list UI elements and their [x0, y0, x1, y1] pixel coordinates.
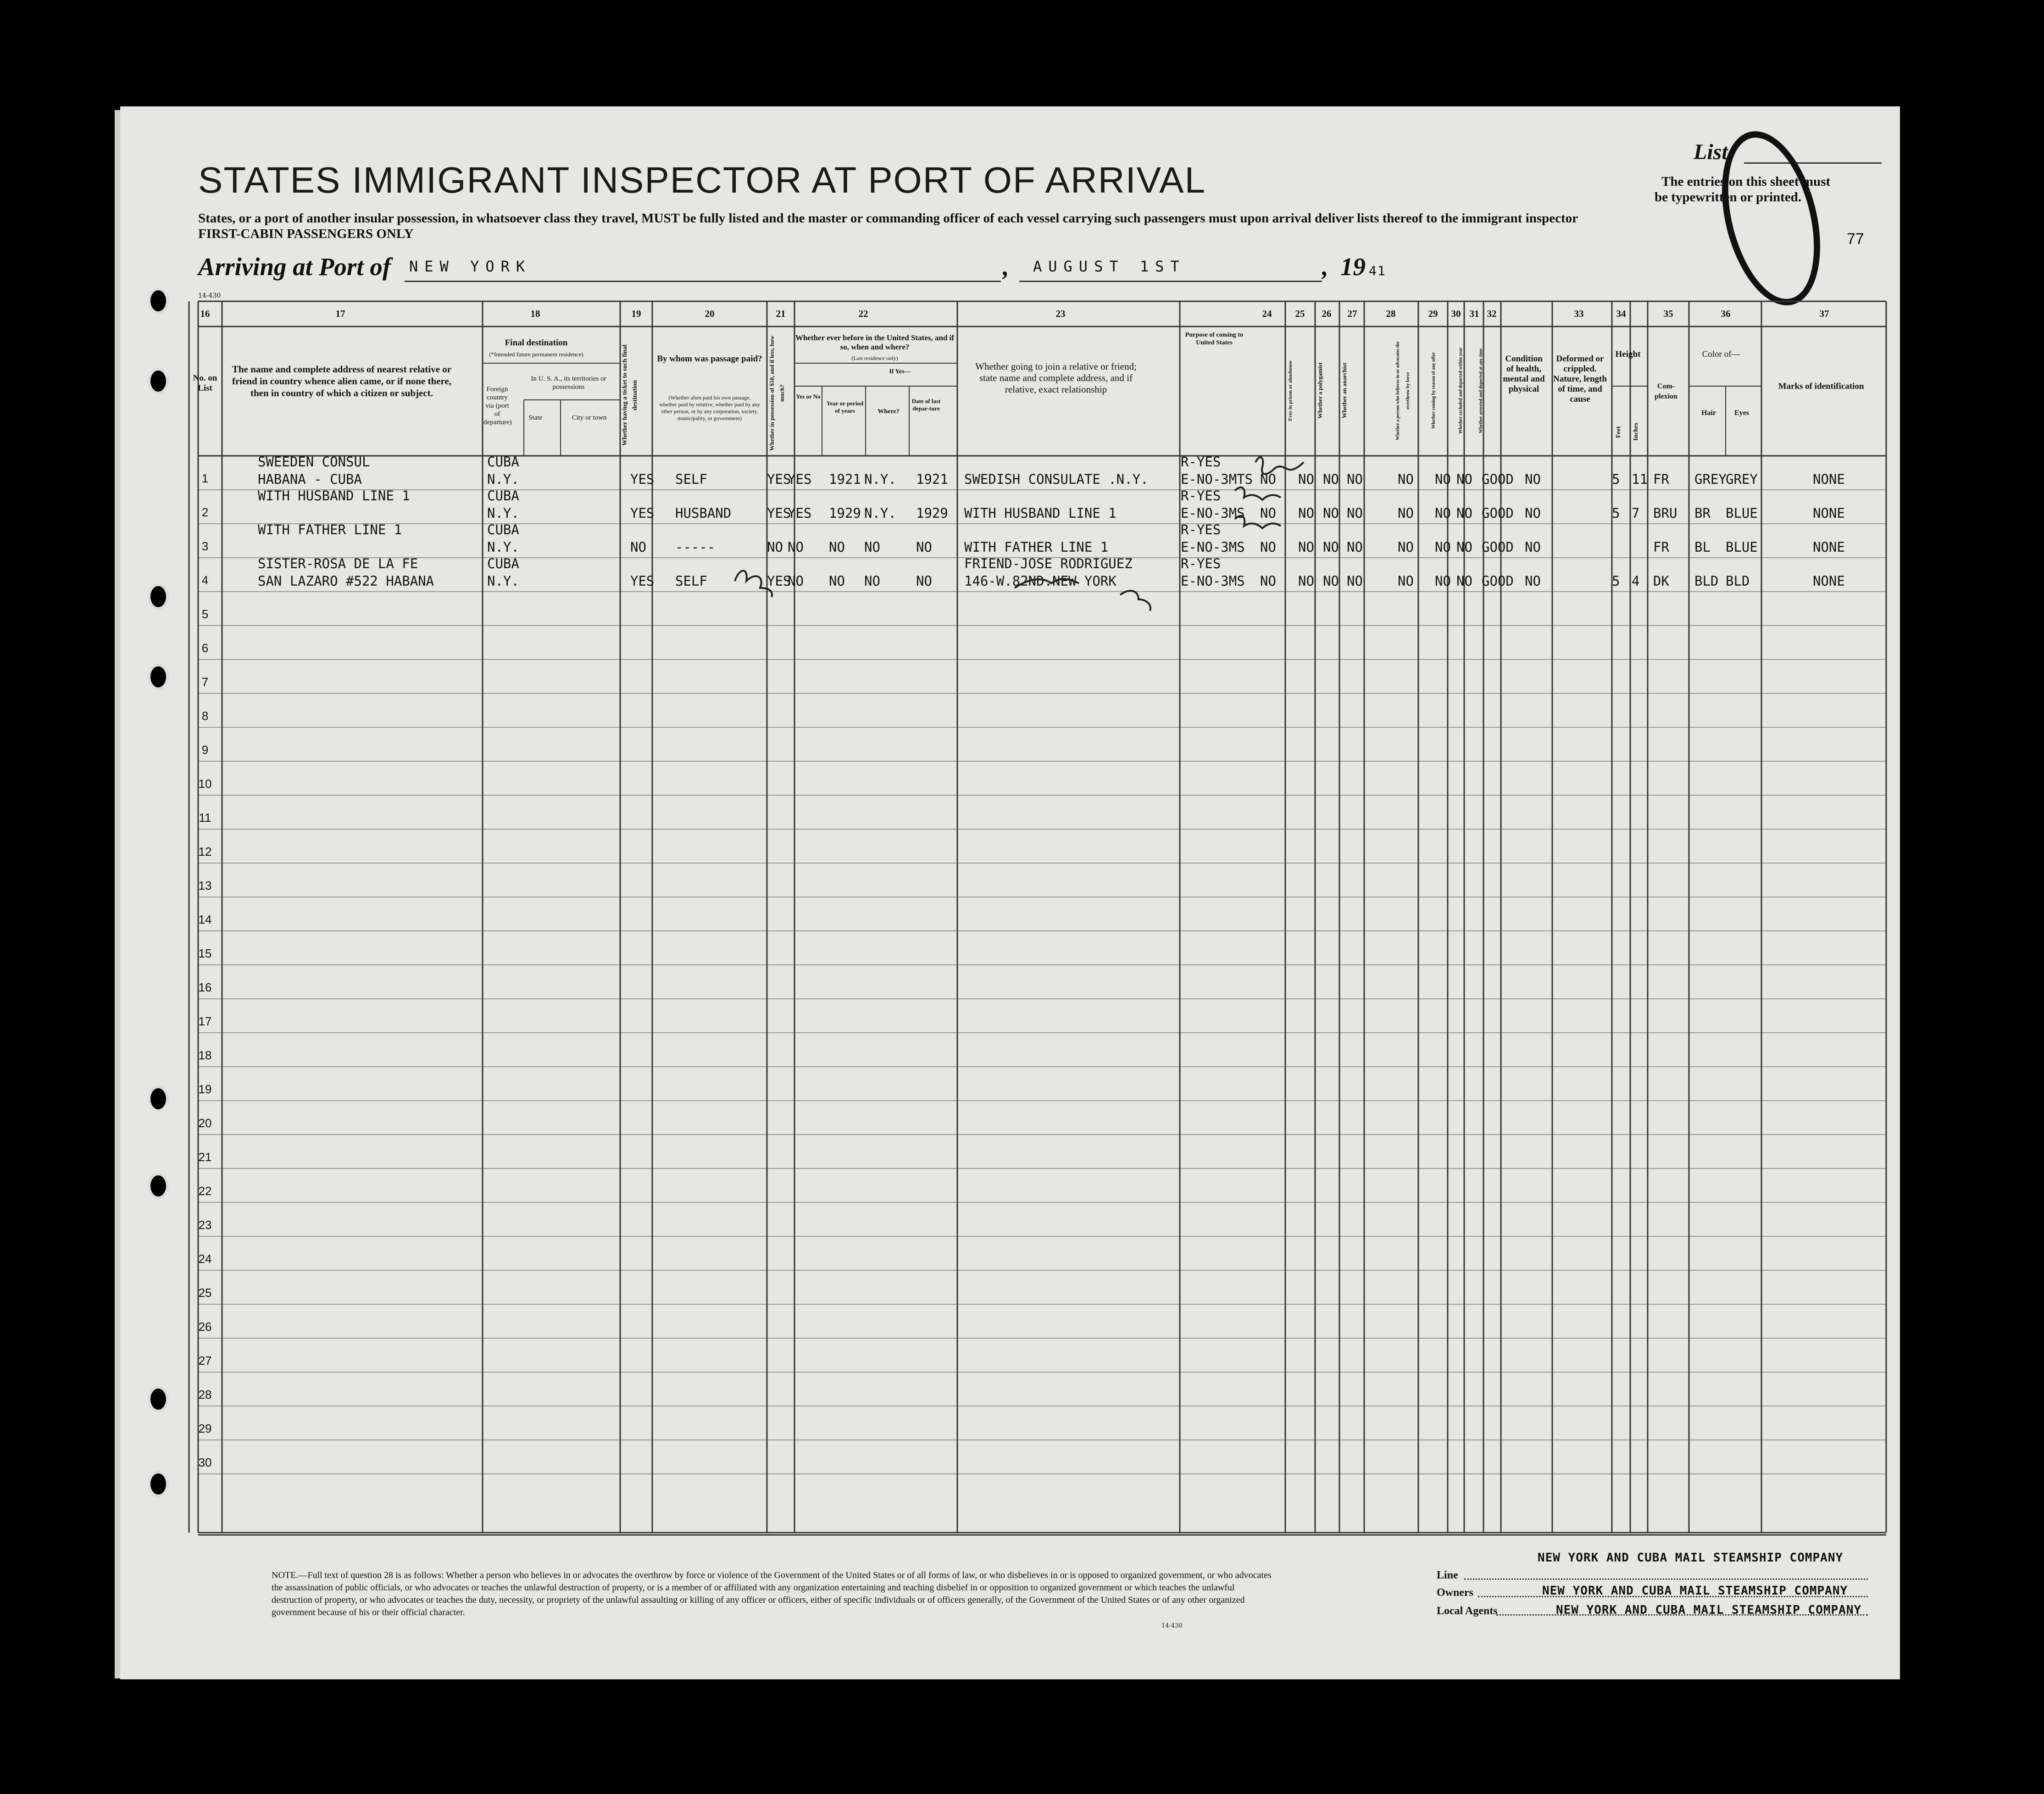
cell-eyes: BLUE [1726, 505, 1758, 521]
cell-paid-by: SELF [675, 471, 707, 487]
cell-anarchist: NO [1323, 539, 1339, 555]
owners-stamp: NEW YORK AND CUBA MAIL STEAMSHIP COMPANY [1542, 1584, 1848, 1598]
cell-marks: NONE [1813, 539, 1845, 555]
cell-excluded: NO [1435, 471, 1451, 487]
page-number: 77 [1847, 230, 1864, 248]
column-number: 27 [1347, 308, 1357, 319]
cell-year: 1921 [829, 471, 861, 487]
cell-paid-by: ----- [675, 539, 716, 555]
header-foreign-country: Foreign country via (port of departure) [483, 386, 512, 426]
cell-paid-by: HUSBAND [675, 505, 732, 521]
cell-hair: BLD [1694, 573, 1719, 589]
cell-hair: BL [1694, 539, 1711, 555]
header-ever-before-sub: (Last residence only) [851, 355, 898, 361]
header-final-destination: Final destination [505, 338, 568, 348]
cell-arrested: NO [1456, 471, 1472, 487]
year-suffix: 41 [1369, 263, 1386, 278]
column-number: 31 [1469, 308, 1479, 319]
cell-ticket: YES [630, 573, 655, 589]
comma: , [1003, 253, 1009, 281]
column-number: 30 [1451, 308, 1461, 319]
typewritten-note-2: be typewritten or printed. [1655, 190, 1802, 205]
cell-date-dep: 1921 [916, 471, 948, 487]
row-number: 27 [198, 1354, 212, 1368]
binder-hole [148, 664, 169, 690]
cell-foreign: CUBA [487, 488, 519, 504]
date-value: AUGUST 1ST [1033, 258, 1186, 275]
arriving-label: Arriving at Port of [198, 253, 391, 281]
cell-hair: BR [1694, 505, 1711, 521]
cell-health: GOOD [1482, 471, 1514, 487]
port-value: NEW YORK [409, 258, 532, 275]
cell-polygamist: NO [1298, 505, 1314, 521]
line-underline [1464, 1565, 1868, 1580]
column-number: 25 [1295, 308, 1305, 319]
cell-date-dep: NO [916, 573, 932, 589]
column-number: 34 [1616, 308, 1626, 319]
header-feet: Feet [1615, 426, 1622, 438]
header-complexion: Com-plexion [1655, 382, 1677, 400]
cell-excluded: NO [1435, 539, 1451, 555]
header-eyes: Eyes [1734, 409, 1749, 417]
binder-hole [148, 1471, 169, 1497]
row-number: 17 [198, 1014, 212, 1028]
row-number: 28 [198, 1388, 212, 1401]
cell-deformed: NO [1525, 573, 1541, 589]
cell-fifty: YES [767, 505, 791, 521]
cell-feet: 5 [1612, 573, 1620, 589]
column-number: 26 [1322, 308, 1332, 319]
cell-via: N.Y. [487, 505, 519, 521]
row-number: 23 [198, 1218, 212, 1232]
row-number: 8 [201, 709, 209, 723]
year-prefix: 19 [1340, 253, 1366, 281]
header-ever-before: Whether ever before in the United States, and if so, when and where? [795, 333, 955, 351]
signature-mark [1235, 516, 1281, 528]
column-number: 20 [705, 308, 715, 319]
cell-eyes: BLD [1726, 573, 1750, 589]
column-number: 35 [1663, 308, 1673, 319]
cell-overthrow: NO [1347, 573, 1363, 589]
sheet-edge [115, 110, 120, 1678]
row-number: 4 [201, 573, 209, 587]
header-deformed: Deformed or crippled. Nature, length of time, and cause [1553, 354, 1607, 404]
column-number: 18 [530, 308, 540, 319]
cell-fifty: NO [767, 539, 783, 555]
cell-complexion: DK [1653, 573, 1669, 589]
binder-hole [148, 1386, 169, 1412]
row-number: 26 [198, 1320, 212, 1334]
cell-purpose-2: E-NO-3MS [1181, 573, 1245, 589]
handwriting-overlay [120, 106, 1900, 1679]
row-number: 14 [198, 913, 212, 926]
column-number: 19 [631, 308, 641, 319]
cell-purpose-1: R-YES [1181, 454, 1221, 470]
header-usa: In U. S. A., its territories or possessions [531, 375, 606, 391]
cell-eyes: GREY [1726, 471, 1758, 487]
header-ticket: Whether having a ticket to such final destination [622, 344, 639, 446]
cell-health: GOOD [1482, 505, 1514, 521]
cell-inches: 4 [1632, 573, 1640, 589]
cell-offer: NO [1398, 505, 1414, 521]
header-if-yes: If Yes— [889, 368, 911, 375]
header-yes-no: Yes or No [796, 393, 821, 400]
cell-polygamist: NO [1298, 471, 1314, 487]
cell-purpose-2: E-NO-3MS [1181, 505, 1245, 521]
cell-offer: NO [1398, 471, 1414, 487]
cell-joining: SWEDISH CONSULATE .N.Y. [964, 471, 1149, 487]
header-height: Height [1615, 349, 1641, 359]
cell-relative-line2: SAN LAZARO #522 HABANA [258, 573, 434, 589]
cell-deformed: NO [1525, 471, 1541, 487]
cell-via: N.Y. [487, 539, 519, 555]
header-passage-paid: By whom was passage paid? [657, 354, 762, 364]
header-passage-paid-sub: (Whether alien paid his own passage, whether paid by relative, whether paid by any other person, or by any corporation, society, municipality, or government) [659, 394, 760, 421]
cell-purpose-1: R-YES [1181, 556, 1221, 571]
header-no-on-list: No. on List [193, 373, 217, 393]
comma: , [1322, 253, 1328, 281]
cell-marks: NONE [1813, 505, 1845, 521]
cell-date-dep: 1929 [916, 505, 948, 521]
cell-complexion: FR [1653, 471, 1669, 487]
row-number: 6 [201, 641, 209, 655]
cell-anarchist: NO [1323, 505, 1339, 521]
column-number: 32 [1487, 308, 1497, 319]
cell-anarchist: NO [1323, 573, 1339, 589]
form-code: 14-430 [198, 292, 221, 299]
cell-polygamist: NO [1298, 573, 1314, 589]
signature-mark [1235, 487, 1281, 500]
cell-relative-line1: WITH HUSBAND LINE 1 [258, 488, 410, 504]
column-number: 33 [1574, 308, 1584, 319]
row-number: 22 [198, 1184, 212, 1198]
signature-mark [1015, 579, 1079, 588]
row-number: 15 [198, 947, 212, 960]
column-number: 17 [335, 308, 345, 319]
row-number: 11 [199, 811, 211, 825]
list-label: List [1694, 140, 1728, 164]
binder-hole [148, 583, 169, 610]
row-number: 21 [198, 1150, 212, 1164]
cell-marks: NONE [1813, 471, 1845, 487]
column-number: 23 [1055, 308, 1066, 319]
cell-purpose-1: R-YES [1181, 488, 1221, 504]
row-number: 16 [198, 980, 212, 994]
row-number: 12 [198, 845, 212, 858]
cell-prison: NO [1260, 539, 1276, 555]
cell-prison: NO [1260, 505, 1276, 521]
header-marks: Marks of identification [1778, 382, 1864, 391]
cell-fifty: YES [767, 573, 791, 589]
cell-purpose-2: E-NO-3MS [1181, 539, 1245, 555]
cell-prison: NO [1260, 573, 1276, 589]
header-relative: The name and complete address of nearest relative or friend in country whence alien came, or if none there, then in country of which a citizen or subject. [232, 364, 452, 399]
header-year: Year or period of years [826, 400, 864, 414]
header-city: City or town [572, 414, 607, 421]
cell-before: YES [788, 505, 812, 521]
header-anarchist: Whether an anarchist [1341, 363, 1348, 419]
cell-year: 1929 [829, 505, 861, 521]
cell-overthrow: NO [1347, 539, 1363, 555]
column-number: 24 [1262, 308, 1272, 319]
cell-deformed: NO [1525, 505, 1541, 521]
cell-excluded: NO [1435, 505, 1451, 521]
instruction-line: States, or a port of another insular possession, in whatsoever class they travel, MUST be fully listed and the master or commanding officer of each vessel carrying such passengers must upon arrival deliver lists thereof to the immigrant inspector [198, 211, 1578, 226]
cell-year: NO [829, 573, 845, 589]
header-inches: Inches [1633, 423, 1639, 441]
binder-hole [148, 368, 169, 394]
column-number: 28 [1386, 308, 1396, 319]
cell-via: N.Y. [487, 573, 519, 589]
cell-joining-address: 146-W.82ND.NEW YORK [964, 573, 1116, 589]
row-number: 9 [201, 743, 209, 757]
header-joining: Whether going to join a relative or friend; state name and complete address, and if relative, exact relationship [975, 361, 1137, 395]
row-number: 2 [201, 505, 209, 519]
signature-mark [1255, 457, 1304, 474]
header-health: Condition of health, mental and physical [1503, 354, 1545, 394]
cell-hair: GREY [1694, 471, 1727, 487]
cell-feet: 5 [1612, 505, 1620, 521]
cell-offer: NO [1398, 573, 1414, 589]
cell-overthrow: NO [1347, 471, 1363, 487]
cell-where: NO [864, 573, 880, 589]
row-number: 24 [198, 1252, 212, 1266]
cell-fifty: YES [767, 471, 791, 487]
cell-complexion: BRU [1653, 505, 1677, 521]
cell-year: NO [829, 539, 845, 555]
signature-mark [735, 571, 772, 598]
cell-date-dep: NO [916, 539, 932, 555]
cell-arrested: NO [1456, 573, 1472, 589]
cell-joining: WITH FATHER LINE 1 [964, 539, 1109, 555]
cell-where: N.Y. [864, 471, 896, 487]
header-offer: Whether coming by reason of any offer [1431, 352, 1436, 429]
cell-excluded: NO [1435, 573, 1451, 589]
cell-eyes: BLUE [1726, 539, 1758, 555]
agents-stamp: NEW YORK AND CUBA MAIL STEAMSHIP COMPANY [1556, 1603, 1862, 1617]
cell-relative-line1: SISTER-ROSA DE LA FE [258, 556, 418, 571]
column-number: 36 [1721, 308, 1731, 319]
binder-hole [148, 1173, 169, 1199]
column-number: 37 [1819, 308, 1829, 319]
line-label: Line [1437, 1569, 1458, 1581]
cell-before: NO [788, 539, 804, 555]
line-stamp: NEW YORK AND CUBA MAIL STEAMSHIP COMPANY [1538, 1551, 1844, 1565]
row-number: 5 [201, 607, 209, 621]
cell-polygamist: NO [1298, 539, 1314, 555]
cell-paid-by: SELF [675, 573, 707, 589]
class-note: FIRST-CABIN PASSENGERS ONLY [198, 227, 414, 241]
row-number: 29 [198, 1422, 212, 1435]
cell-ticket: YES [630, 471, 655, 487]
cell-joining: WITH HUSBAND LINE 1 [964, 505, 1116, 521]
cell-overthrow: NO [1347, 505, 1363, 521]
cell-where: NO [864, 539, 880, 555]
header-polygamist: Whether a polygamist [1316, 362, 1323, 419]
column-number: 22 [858, 308, 868, 319]
form-code-footer: 14-430 [1161, 1622, 1183, 1629]
header-excluded: Whether excluded and deported within year [1458, 347, 1463, 434]
cell-purpose-2: E-NO-3MTS [1181, 471, 1253, 487]
signature-mark [1120, 591, 1150, 611]
owners-label: Owners [1437, 1587, 1473, 1599]
cell-relative-line1: WITH FATHER LINE 1 [258, 522, 402, 537]
cell-ticket: NO [630, 539, 646, 555]
cell-inches: 11 [1632, 471, 1648, 487]
binder-hole [148, 1085, 169, 1112]
cell-before: NO [788, 573, 804, 589]
cell-where: N.Y. [864, 505, 896, 521]
cell-before: YES [788, 471, 812, 487]
header-arrested: Whether arrested and deported at any time [1478, 348, 1483, 433]
cell-arrested: NO [1456, 539, 1472, 555]
row-number: 20 [198, 1116, 212, 1130]
cell-arrested: NO [1456, 505, 1472, 521]
header-date-departure: Date of last depar-ture [911, 398, 941, 412]
column-number: 16 [200, 308, 210, 319]
cell-marks: NONE [1813, 573, 1845, 589]
column-number: 21 [776, 308, 786, 319]
column-number: 29 [1428, 308, 1438, 319]
cell-foreign: CUBA [487, 522, 519, 537]
header-purpose: Purpose of coming to United States [1185, 332, 1244, 346]
cell-joining: FRIEND-JOSE RODRIGUEZ [964, 556, 1133, 571]
cell-anarchist: NO [1323, 471, 1339, 487]
row-number: 3 [201, 539, 209, 553]
cell-relative-line1: SWEEDEN CONSUL [258, 454, 370, 470]
cell-complexion: FR [1653, 539, 1669, 555]
cell-prison: NO [1260, 471, 1276, 487]
row-number: 18 [198, 1048, 212, 1062]
header-prison: Ever in prison or almshouse [1288, 360, 1293, 421]
header-where: Where? [878, 408, 900, 415]
row-number: 25 [198, 1286, 212, 1300]
footnote-question-28: NOTE.—Full text of question 28 is as follows: Whether a person who believes in or advocates the overthrow by force or violence of the Government of the United States or of all forms of law, or who disbelieves in or is opposed to organized government, or who advocates the assassination of public officials, or who advocates or teaches the unlawful destruction of property, or is a member of or affiliated with any organization entertaining and teaching disbelief in or opposition to organized government or which teaches the unlawful destruction of property, or who advocates or teaches the duty, necessity, or propriety of the unlawful assaulting or killing of any officer or officers, either of specific individuals or of officers generally, of the Government of the United States or of any other organized government because of his or their official character. [272, 1570, 1272, 1617]
cell-purpose-1: R-YES [1181, 522, 1221, 537]
header-color-of: Color of— [1702, 349, 1740, 359]
page-title: STATES IMMIGRANT INSPECTOR AT PORT OF ARRIVAL [198, 160, 1206, 200]
cell-relative-line2: HABANA - CUBA [258, 471, 362, 487]
row-number: 13 [198, 879, 212, 892]
row-number: 7 [201, 675, 209, 689]
cell-health: GOOD [1482, 573, 1514, 589]
row-number: 19 [198, 1082, 212, 1096]
cell-health: GOOD [1482, 539, 1514, 555]
header-overthrow: Whether a person who believes in or advocates the overthrow by force [1395, 341, 1411, 440]
row-number: 1 [201, 471, 209, 485]
cell-inches: 7 [1632, 505, 1640, 521]
cell-ticket: YES [630, 505, 655, 521]
cell-via: N.Y. [487, 471, 519, 487]
cell-foreign: CUBA [487, 454, 519, 470]
binder-hole [148, 288, 169, 314]
cell-foreign: CUBA [487, 556, 519, 571]
header-hair: Hair [1701, 409, 1716, 417]
agents-label: Local Agents [1437, 1605, 1498, 1617]
header-final-destination-sub: (*Intended future permanent residence) [489, 351, 583, 358]
manifest-sheet [120, 106, 1900, 1679]
cell-feet: 5 [1612, 471, 1620, 487]
typewritten-note-1: The entries on this sheet must [1661, 174, 1831, 189]
row-number: 10 [198, 777, 212, 791]
header-state: State [528, 414, 542, 421]
cell-offer: NO [1398, 539, 1414, 555]
header-fifty-dollars: Whether in possession of $50, and if less, how much? [768, 335, 785, 451]
row-number: 30 [198, 1456, 212, 1469]
cell-deformed: NO [1525, 539, 1541, 555]
